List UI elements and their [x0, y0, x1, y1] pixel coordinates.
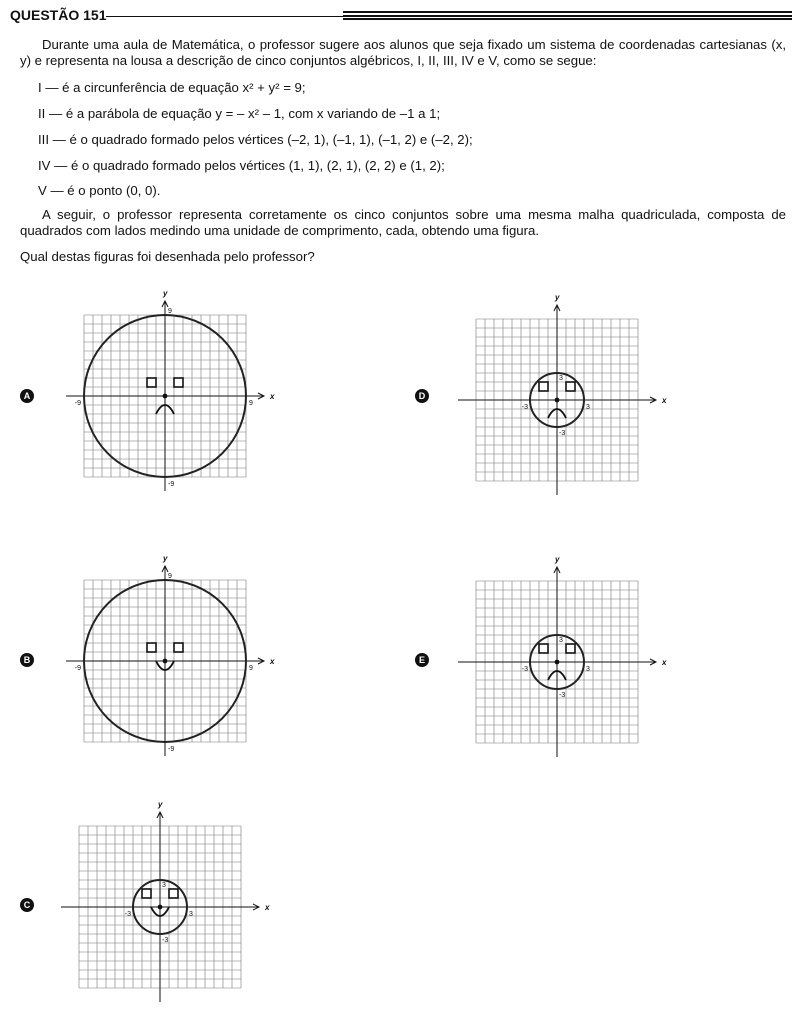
question-title: QUESTÃO 151	[10, 7, 107, 23]
option-d-y-axis-label: y	[555, 293, 560, 302]
option-e-square-iv	[566, 644, 575, 653]
option-e-tick-y-pos: 3	[559, 637, 563, 644]
option-d-figure[interactable]	[450, 280, 675, 495]
option-a-label[interactable]: A	[20, 389, 34, 403]
option-b-x-axis-label: x	[270, 657, 275, 666]
option-d-tick-y-neg: -3	[559, 430, 566, 437]
header-rule-thick	[343, 11, 792, 20]
option-e-origin-point	[555, 660, 560, 665]
option-b-figure[interactable]	[55, 540, 285, 760]
option-e-y-axis-label: y	[555, 555, 560, 564]
option-a-origin-point	[163, 394, 168, 399]
option-d-x-axis-label: x	[662, 396, 667, 405]
option-c-x-axis-label: x	[265, 903, 270, 912]
option-d-square-iii	[539, 382, 548, 391]
option-d-tick-x-neg: -3	[521, 404, 528, 411]
option-a-square-iii	[147, 378, 156, 387]
option-a-tick-y-pos: 9	[168, 308, 172, 315]
option-c-y-axis-label: y	[158, 800, 163, 809]
option-b-tick-y-pos: 9	[168, 573, 172, 580]
item-i: I — é a circunferência de equação x² + y² = 9;	[38, 80, 306, 95]
option-b-tick-y-neg: -9	[168, 746, 175, 753]
option-c-tick-y-neg: -3	[162, 937, 169, 944]
item-v: V — é o ponto (0, 0).	[38, 183, 161, 198]
option-d-tick-y-pos: 3	[559, 375, 563, 382]
option-c-square-iii	[142, 889, 151, 898]
option-a-square-iv	[174, 378, 183, 387]
option-d-label[interactable]: D	[415, 389, 429, 403]
conclusion-paragraph	[20, 207, 786, 239]
option-a-y-axis-label: y	[163, 289, 168, 298]
option-e-tick-y-neg: -3	[559, 692, 566, 699]
option-d-origin-point	[555, 398, 560, 403]
question-prompt: Qual destas figuras foi desenhada pelo professor?	[20, 249, 315, 264]
option-b-square-iii	[147, 643, 156, 652]
option-b-tick-x-neg: -9	[74, 665, 81, 672]
option-b-y-axis-label: y	[163, 554, 168, 563]
option-c-label[interactable]: C	[20, 898, 34, 912]
option-c-tick-x-pos: 3	[189, 911, 193, 918]
option-e-square-iii	[539, 644, 548, 653]
option-e-label[interactable]: E	[415, 653, 429, 667]
option-b-label[interactable]: B	[20, 653, 34, 667]
option-b-origin-point	[163, 659, 168, 664]
option-a-x-axis-label: x	[270, 392, 275, 401]
option-e-x-axis-label: x	[662, 658, 667, 667]
option-a-tick-y-neg: -9	[168, 481, 175, 488]
item-ii: II — é a parábola de equação y = – x² – 1, com x variando de –1 a 1;	[38, 106, 441, 121]
intro-text: Durante uma aula de Matemática, o professor sugere aos alunos que seja fixado um sistema de coordenadas cartesianas (x, y) e representa na lousa a descrição de cinco conjuntos algébricos, I, II, III, IV e V, como se segue:	[20, 37, 786, 68]
option-c-origin-point	[158, 905, 163, 910]
conclusion-text: A seguir, o professor representa corretamente os cinco conjuntos sobre uma mesma malha quadriculada, composta de quadrados com lados medindo uma unidade de comprimento, cada, obtendo uma figura.	[20, 207, 786, 238]
option-b-square-iv	[174, 643, 183, 652]
option-a-tick-x-pos: 9	[249, 400, 253, 407]
option-d-square-iv	[566, 382, 575, 391]
question-header	[8, 5, 792, 25]
intro-paragraph	[20, 37, 786, 69]
item-iv: IV — é o quadrado formado pelos vértices (1, 1), (2, 1), (2, 2) e (1, 2);	[38, 158, 445, 173]
option-e-tick-x-neg: -3	[521, 666, 528, 673]
option-b-tick-x-pos: 9	[249, 665, 253, 672]
option-a-tick-x-neg: -9	[74, 400, 81, 407]
option-c-tick-x-neg: -3	[124, 911, 131, 918]
item-iii: III — é o quadrado formado pelos vértices (–2, 1), (–1, 1), (–1, 2) e (–2, 2);	[38, 132, 473, 147]
option-d-tick-x-pos: 3	[586, 404, 590, 411]
option-c-square-iv	[169, 889, 178, 898]
option-c-tick-y-pos: 3	[162, 882, 166, 889]
option-e-figure[interactable]	[450, 540, 675, 762]
option-a-figure[interactable]	[55, 275, 285, 495]
option-e-tick-x-pos: 3	[586, 666, 590, 673]
option-c-figure[interactable]	[55, 785, 285, 1007]
